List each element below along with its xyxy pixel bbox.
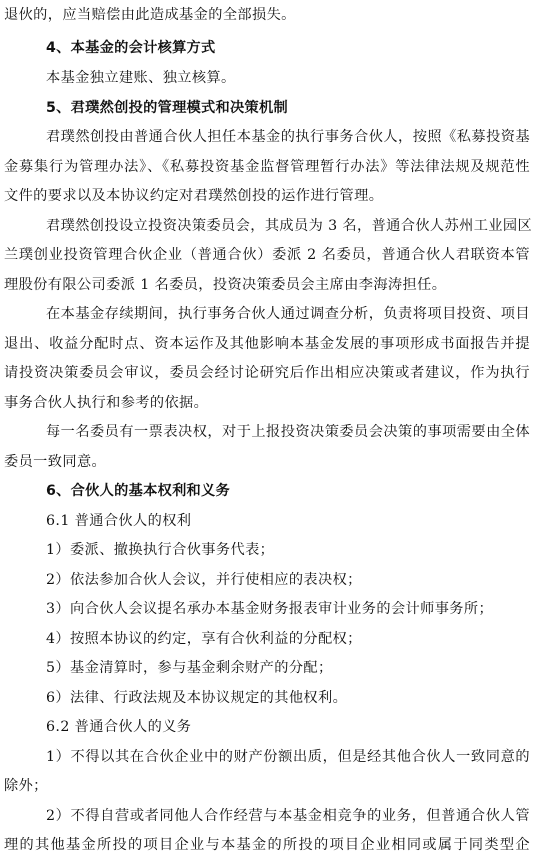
list-item: 3）向合伙人会议提名承办本基金财务报表审计业务的会计师事务所； bbox=[46, 601, 494, 617]
paragraph-line: 在本基金存续期间，执行事务合伙人通过调查分析，负责将项目投资、项目 bbox=[46, 306, 530, 322]
list-item: 2）依法参加合伙人会议，并行使相应的表决权； bbox=[46, 572, 362, 588]
paragraph-line: 君璞然创投由普通合伙人担任本基金的执行事务合伙人，按照《私募投资基 bbox=[46, 129, 530, 145]
paragraph-line: 退伙的，应当赔偿由此造成基金的全部损失。 bbox=[4, 7, 296, 23]
paragraph-line: 退出、收益分配时点、资本运作及其他影响本基金发展的事项形成书面报告并提 bbox=[4, 336, 530, 352]
paragraph-line: 每一名委员有一票表决权，对于上报投资决策委员会决策的事项需要由全体 bbox=[46, 424, 530, 440]
section-heading-4: 4、本基金的会计核算方式 bbox=[46, 40, 216, 56]
section-heading-5: 5、君璞然创投的管理模式和决策机制 bbox=[46, 100, 288, 116]
paragraph-line: 委员一致同意。 bbox=[4, 454, 107, 470]
paragraph-line: 君璞然创投设立投资决策委员会，其成员为 3 名，普通合伙人苏州工业园区 bbox=[46, 218, 533, 234]
list-item: 2）不得自营或者同他人合作经营与本基金相竞争的业务，但普通合伙人管 bbox=[46, 808, 530, 824]
list-item: 4）按照本协议的约定，享有合伙利益的分配权； bbox=[46, 631, 362, 647]
paragraph-line: 理股份有限公司委派 1 名委员，投资决策委员会主席由李海涛担任。 bbox=[4, 277, 447, 293]
list-item: 5）基金清算时，参与基金剩余财产的分配； bbox=[46, 660, 333, 676]
list-item-continuation: 理的其他基金所投的项目企业与本基金的所投的项目企业相同或属于同类型企 bbox=[4, 837, 530, 853]
subsection-heading-6-2: 6.2 普通合伙人的义务 bbox=[46, 719, 192, 735]
paragraph-line: 本基金独立建账、独立核算。 bbox=[46, 70, 236, 86]
list-item: 6）法律、行政法规及本协议规定的其他权利。 bbox=[46, 690, 348, 706]
paragraph-line: 金募集行为管理办法》、《私募投资基金监督管理暂行办法》等法律法规及规范性 bbox=[4, 159, 530, 175]
paragraph-line: 请投资决策委员会审议，委员会经讨论研究后作出相应决策或者建议，作为执行 bbox=[4, 365, 530, 381]
list-item-continuation: 除外； bbox=[4, 778, 48, 794]
list-item: 1）委派、撤换执行合伙事务代表； bbox=[46, 542, 275, 558]
paragraph-line: 兰璞创业投资管理合伙企业（普通合伙）委派 2 名委员，普通合伙人君联资本管 bbox=[4, 247, 530, 263]
paragraph-line: 文件的要求以及本协议约定对君璞然创投的运作进行管理。 bbox=[4, 188, 384, 204]
list-item: 1）不得以其在合伙企业中的财产份额出质，但是经其他合伙人一致同意的 bbox=[46, 749, 530, 765]
section-heading-6: 6、合伙人的基本权利和义务 bbox=[46, 483, 231, 499]
subsection-heading-6-1: 6.1 普通合伙人的权利 bbox=[46, 513, 192, 529]
paragraph-line: 事务合伙人执行和参考的依据。 bbox=[4, 395, 209, 411]
